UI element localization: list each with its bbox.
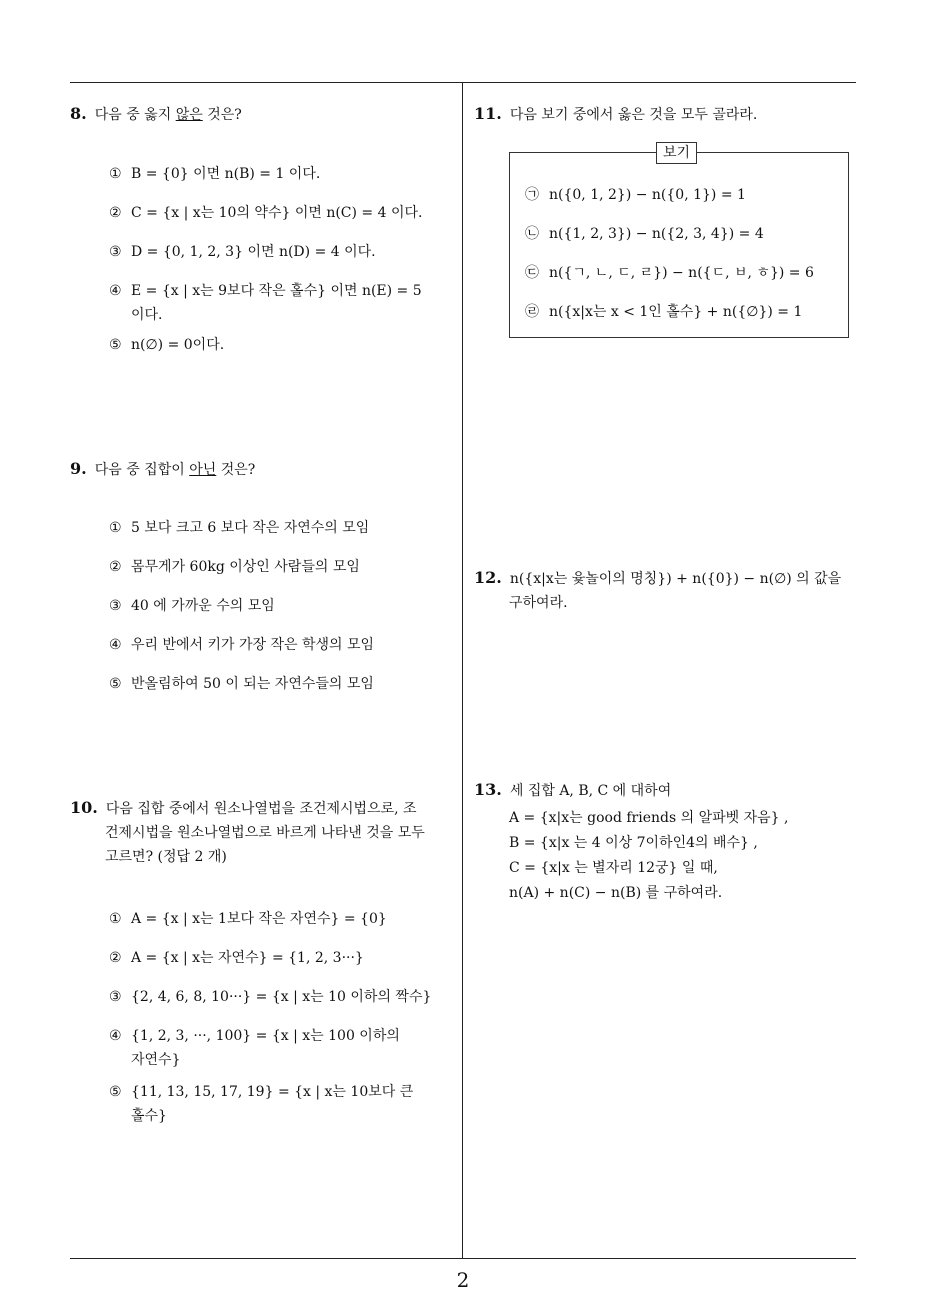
option-text: {1, 2, 3, ···, 100} = {x | x는 100 이하의	[131, 1028, 400, 1044]
question-emphasis: 아닌	[189, 462, 217, 478]
question-text: 세 집합 A, B, C 에 대하여	[509, 783, 672, 799]
question-text: 다음 중 집합이	[94, 462, 190, 478]
q13-set-c: C = {x|x 는 별자리 12궁} 일 때,	[509, 860, 718, 876]
option-mark: ③	[109, 989, 122, 1005]
q13-set-a: A = {x|x는 good friends 의 알파벳 자음} ,	[509, 810, 789, 826]
question-text-2: 구하여라.	[509, 595, 568, 611]
option-text: C = {x | x는 10의 약수} 이면 n(C) = 4 이다.	[131, 205, 423, 221]
item-mark: ㉡	[525, 226, 539, 242]
question-13	[474, 778, 671, 803]
question-text: n({x|x는 윷놀이의 명칭}) + n({0}) − n(∅) 의 값을	[509, 571, 842, 587]
option-1[interactable]	[109, 907, 387, 931]
question-11	[474, 102, 757, 127]
option-mark: ①	[109, 520, 122, 536]
bottom-rule	[70, 1258, 856, 1259]
top-rule	[70, 82, 856, 83]
option-5[interactable]	[109, 333, 224, 357]
question-text: 다음 집합 중에서 원소나열법을 조건제시법으로, 조	[105, 801, 417, 817]
example-item-2[interactable]	[525, 222, 764, 246]
option-mark: ④	[109, 637, 122, 653]
option-mark: ④	[109, 1028, 122, 1044]
option-text: n(∅) = 0이다.	[131, 337, 225, 353]
question-emphasis: 않은	[175, 107, 203, 123]
question-number: 11.	[474, 104, 502, 123]
option-text: 40 에 가까운 수의 모임	[131, 598, 275, 614]
option-4[interactable]	[109, 1024, 400, 1072]
option-4[interactable]	[109, 279, 422, 327]
option-1[interactable]	[109, 516, 369, 540]
q13-set-b: B = {x|x 는 4 이상 7이하인4의 배수} ,	[509, 835, 758, 851]
question-10	[70, 796, 455, 869]
option-2[interactable]	[109, 555, 360, 579]
item-text: n({1, 2, 3}) − n({2, 3, 4}) = 4	[549, 226, 764, 242]
option-mark: ③	[109, 598, 122, 614]
option-mark: ②	[109, 205, 122, 221]
question-text-3: 고르면? (정답 2 개)	[105, 849, 227, 865]
item-mark: ㉣	[525, 304, 539, 320]
option-4[interactable]	[109, 633, 374, 657]
option-text: E = {x | x는 9보다 작은 홀수} 이면 n(E) = 5	[131, 283, 422, 299]
example-item-4[interactable]	[525, 300, 802, 324]
option-1[interactable]	[109, 162, 320, 186]
option-text: 몸무게가 60kg 이상인 사람들의 모임	[131, 559, 360, 575]
question-number: 10.	[70, 798, 98, 817]
item-text: n({ㄱ, ㄴ, ㄷ, ㄹ}) − n({ㄷ, ㅂ, ㅎ}) = 6	[549, 265, 814, 281]
option-text: {11, 13, 15, 17, 19} = {x | x는 10보다 큰	[131, 1084, 414, 1100]
question-9	[70, 457, 255, 482]
option-mark: ①	[109, 911, 122, 927]
option-mark: ②	[109, 950, 122, 966]
option-text: {2, 4, 6, 8, 10···} = {x | x는 10 이하의 짝수}	[131, 989, 432, 1005]
question-number: 13.	[474, 780, 502, 799]
option-mark: ②	[109, 559, 122, 575]
question-text: 다음 중 옳지	[94, 107, 176, 123]
option-text: B = {0} 이면 n(B) = 1 이다.	[131, 166, 321, 182]
question-text: 다음 보기 중에서 옳은 것을 모두 골라라.	[509, 107, 758, 123]
option-mark: ①	[109, 166, 122, 182]
option-2[interactable]	[109, 201, 422, 225]
option-text: 5 보다 크고 6 보다 작은 자연수의 모임	[131, 520, 370, 536]
option-mark: ⑤	[109, 1084, 122, 1100]
page-number: 2	[456, 1268, 470, 1292]
option-3[interactable]	[109, 240, 376, 264]
option-5[interactable]	[109, 1080, 413, 1128]
option-3[interactable]	[109, 985, 431, 1009]
q13-prompt: n(A) + n(C) − n(B) 를 구하여라.	[509, 885, 723, 901]
question-text-2: 건제시법을 원소나열법으로 바르게 나타낸 것을 모두	[105, 825, 425, 841]
question-number: 8.	[70, 104, 87, 123]
example-item-3[interactable]	[525, 261, 814, 285]
option-mark: ⑤	[109, 676, 122, 692]
item-mark: ㉢	[525, 265, 539, 281]
option-text: 우리 반에서 키가 가장 작은 학생의 모임	[131, 637, 375, 653]
option-text: 반올림하여 50 이 되는 자연수들의 모임	[131, 676, 374, 692]
option-text-cont: 홀수}	[131, 1108, 167, 1124]
question-number: 12.	[474, 568, 502, 587]
option-3[interactable]	[109, 594, 275, 618]
example-item-1[interactable]	[525, 183, 746, 207]
option-5[interactable]	[109, 672, 374, 696]
column-divider	[462, 82, 463, 1258]
option-text-cont: 이다.	[131, 307, 163, 323]
option-text: A = {x | x는 자연수} = {1, 2, 3···}	[131, 950, 364, 966]
item-mark: ㉠	[525, 187, 539, 203]
option-text-cont: 자연수}	[131, 1052, 181, 1068]
question-text-end: 것은?	[202, 107, 242, 123]
option-text: A = {x | x는 1보다 작은 자연수} = {0}	[131, 911, 387, 927]
item-text: n({x|x는 x < 1인 홀수} + n({∅}) = 1	[549, 304, 803, 320]
question-12	[474, 566, 859, 615]
option-mark: ⑤	[109, 337, 122, 353]
question-number: 9.	[70, 459, 87, 478]
item-text: n({0, 1, 2}) − n({0, 1}) = 1	[549, 187, 746, 203]
question-text-end: 것은?	[216, 462, 256, 478]
option-text: D = {0, 1, 2, 3} 이면 n(D) = 4 이다.	[131, 244, 376, 260]
question-8	[70, 102, 242, 127]
option-2[interactable]	[109, 946, 364, 970]
option-mark: ④	[109, 283, 122, 299]
option-mark: ③	[109, 244, 122, 260]
example-box-label: 보기	[656, 142, 697, 164]
